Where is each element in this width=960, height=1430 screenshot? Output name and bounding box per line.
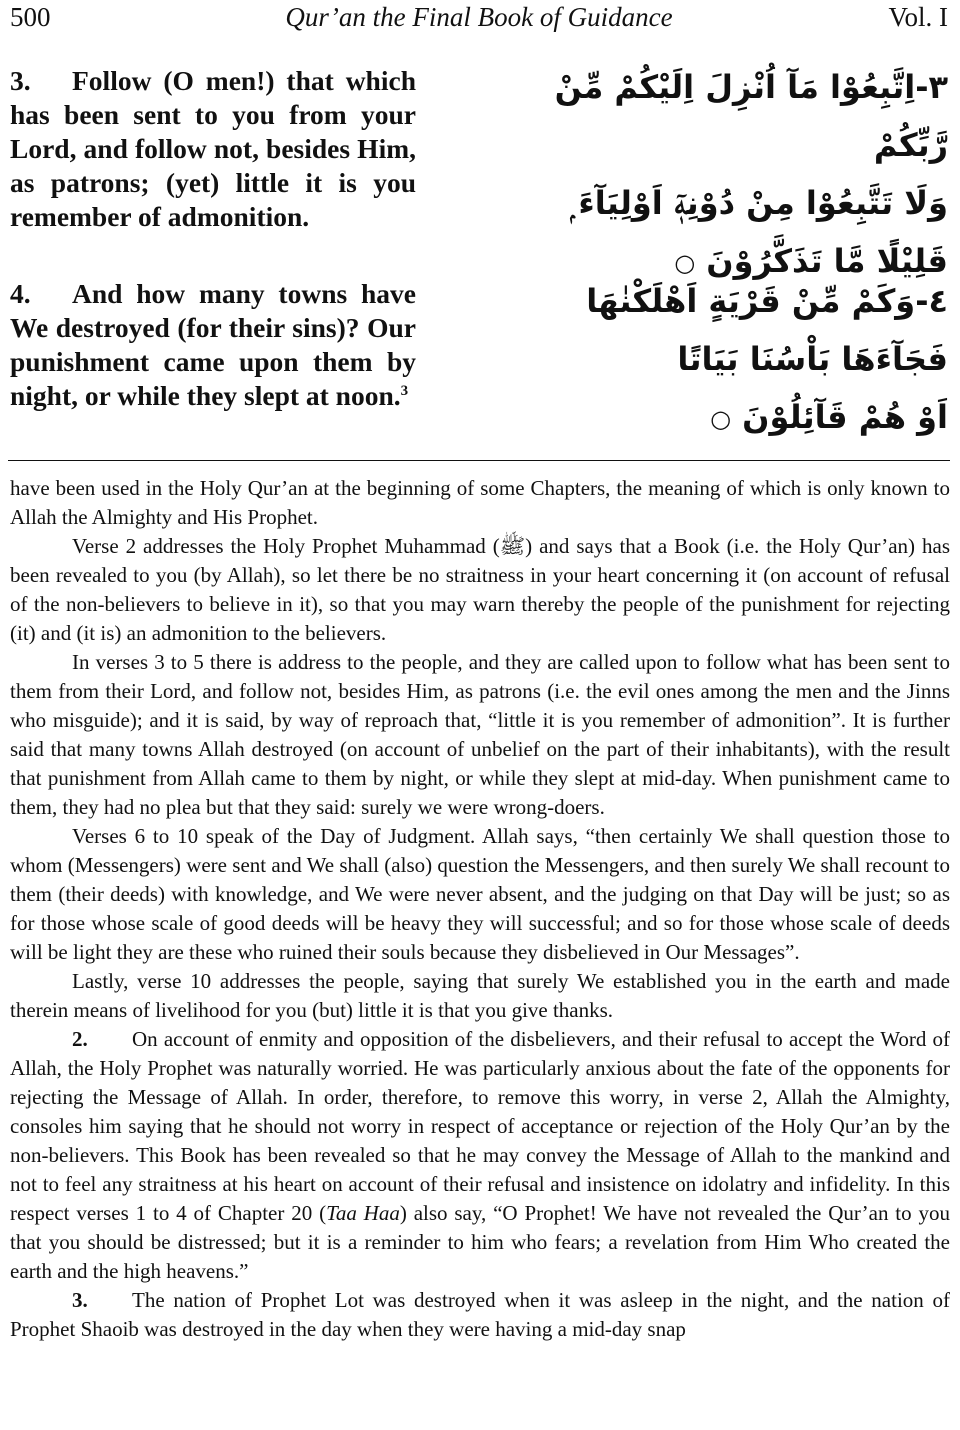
note-number: 3. <box>72 1288 88 1312</box>
footnote-ref: 3 <box>400 382 409 399</box>
arabic-verse-number: ٣- <box>915 68 948 106</box>
arabic-line: فَجَآءَهَا بَاْسُنَا بَيَاتًا <box>677 340 948 378</box>
verse-text: And how many towns have We destroyed (for their sins)? Our punishment came upon them by night, or while they slept at noon. <box>10 278 416 411</box>
verse-number: 4. <box>10 278 31 309</box>
ayah-end-icon: ○ <box>710 405 732 433</box>
verse-text: Follow (O men!) that which has been sent to you from your Lord, and follow not, besides Him, as patrons; (yet) little it is you remember of admonition. <box>10 65 416 232</box>
salutation-glyph: ﷺ <box>499 534 526 558</box>
paragraph: Verse 2 addresses the Holy Prophet Muhammad (ﷺ) and says that a Book (i.e. the Holy Qur’an) has been revealed to you (by Allah), so let there be no straitness in your heart concerning it (on account of refusal of the non-believers to believe in it), so that you may warn thereby the people of the punishment for rejecting (it) and (it is) an admonition to the believers. <box>10 534 950 645</box>
note-3: 3. The nation of Prophet Lot was destroyed when it was asleep in the night, and the nation of Prophet Shaoib was destroyed in the day when they were having a mid-day snap <box>10 1288 950 1341</box>
note-2: 2. On account of enmity and opposition of the disbelievers, and their refusal to accept the Word of Allah, the Holy Prophet was naturally worried. He was particularly anxious about the fate of the opponents for rejecting the Message of Allah. In order, therefore, to remove this worry, in verse 2, Allah the Almighty, consoles him saying that he should not worry in respect of acceptance or rejection of the Holy Qur’an by the non-believers. This Book has been revealed so that he may convey the Message of Allah to the mankind and not to feel any straitness at his heart on account of their refusal and insistence on idolatry and infidelity. In this respect verses 1 to 4 of Chapter 20 (Taa Haa) also say, “O Prophet! We have not revealed the Qur’an to you that you should be distressed; but it is a reminder to him who fears; a revelation from Him Who created the earth and the high heavens.” <box>10 1027 950 1283</box>
paragraph: Verses 6 to 10 speak of the Day of Judgment. Allah says, “then certainly We shall question those to whom (Messengers) were sent and We shall (also) question the Messengers, and then surely We shall recount to them (their deeds) with knowledge, and We were never absent, and the judging on that Day will be just; so as for those whose scale of good deeds will be heavy they will successful; and so for those whose scale of deeds will be light they are these who ruined their souls because they disbelieved in Our Messages”. <box>10 824 950 964</box>
commentary <box>10 474 950 1344</box>
section-divider <box>8 460 950 461</box>
verse-number: 3. <box>10 65 31 96</box>
arabic-line: ٤-وَكَمْ مِّنْ قَرْيَةٍ اَهْلَكْنٰهَا <box>586 282 948 320</box>
volume-label: Vol. I <box>888 2 948 32</box>
arabic-line: قَلِيْلًا مَّا تَذَكَّرُوْنَ ○ <box>528 232 948 292</box>
note-number: 2. <box>72 1027 88 1051</box>
arabic-line: وَلَا تَتَّبِعُوْا مِنْ دُوْنِهٖٓ اَوْلِيَآءَ ۭ <box>570 184 948 222</box>
verse-4-arabic <box>528 272 948 448</box>
ayah-end-icon: ○ <box>674 249 696 277</box>
verse-3-arabic <box>528 58 948 292</box>
paragraph: In verses 3 to 5 there is address to the people, and they are called upon to follow what has been sent to them from their Lord, and follow not, besides Him, as patrons (i.e. the evil ones among the men and the Jinns who misguide); and it is said, by way of reproach that, “little it is you remember of admonition”. It is further said that many towns Allah destroyed (on account of unbelief on the part of their inhabitants), with the result that punishment from Allah came to them by night, or while they slept at mid-day. When punishment came to them, they had no plea but that they said: surely we were wrong-doers. <box>10 650 950 819</box>
verse-3-english <box>10 64 416 234</box>
arabic-verse-number: ٤- <box>915 282 948 320</box>
running-title: Qur’an the Final Book of Guidance <box>285 2 673 32</box>
paragraph: Lastly, verse 10 addresses the people, saying that surely We established you in the earth and made therein means of livelihood for you (but) little it is that you give thanks. <box>10 969 950 1022</box>
arabic-line: اَوْ هُمْ قَآئِلُوْنَ ○ <box>528 388 948 448</box>
page-number: 500 <box>10 2 51 32</box>
page-header <box>10 2 948 36</box>
paragraph: have been used in the Holy Qur’an at the beginning of some Chapters, the meaning of which is only known to Allah the Almighty and His Prophet. <box>10 476 950 529</box>
verse-4-english <box>10 277 416 413</box>
arabic-line: ٣-اِتَّبِعُوْا مَآ اُنْزِلَ اِلَيْكُمْ مِّنْ رَّبِّكُمْ <box>554 68 948 164</box>
